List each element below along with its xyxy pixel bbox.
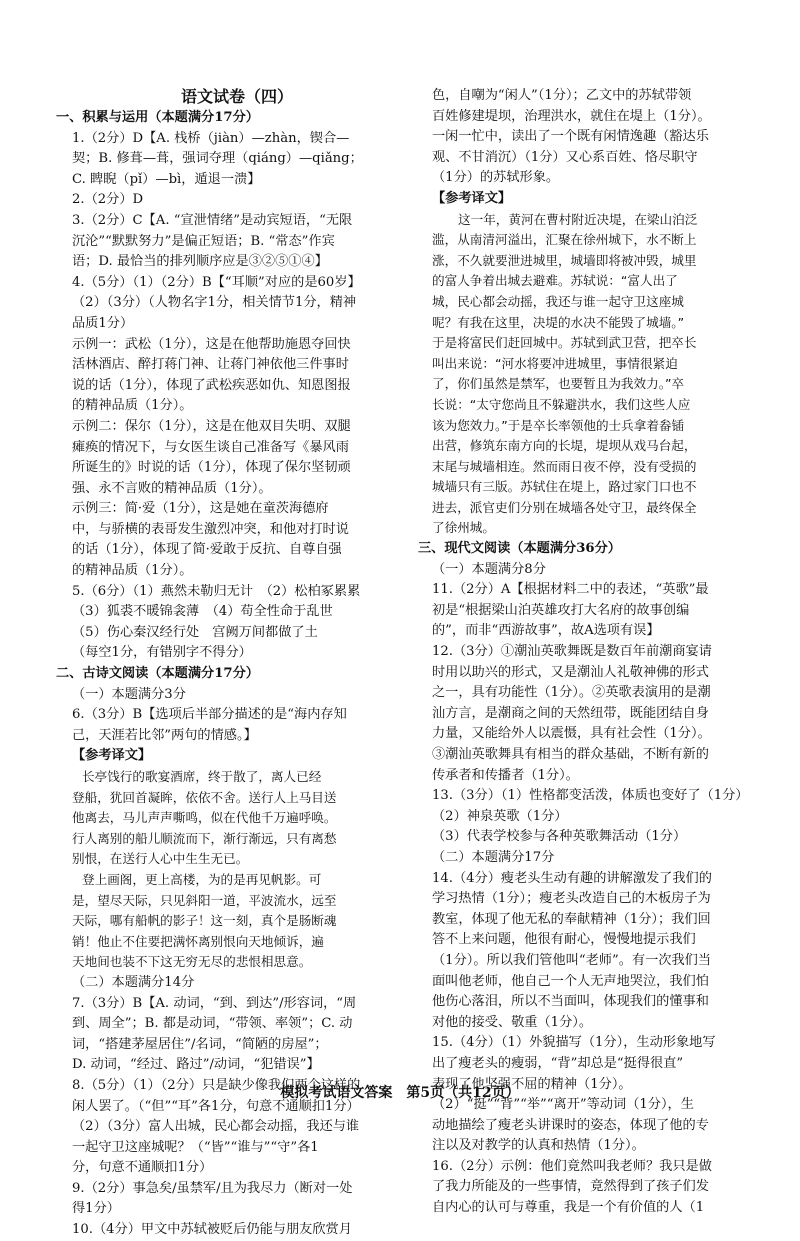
text-line: 城，民心都会动摇，我还与谁一起守卫这座城 [432, 293, 684, 309]
text-line: 契；B. 修葺—葺，强词夺理（qiáng）—qiǎng； [72, 151, 363, 167]
text-line: 对他的接受、敬重（1分）。 [432, 1014, 593, 1030]
text-line: 8.（5分）（1）（2分）只是缺少像我们两个这样的 [72, 1077, 361, 1093]
text-line: （一）本题满分3分 [72, 686, 186, 702]
text-line: 天地间也装不下这无穷无尽的悲恨相思意。 [72, 954, 312, 970]
text-line: 答不上来问题，他很有耐心，慢慢地提示我们 [432, 932, 696, 948]
text-line: 他离去，马儿声声嘶鸣，似在代他千万遍呼唤。 [72, 810, 337, 826]
text-line: 自内心的认可与尊重，我是一个有价值的人（1 [432, 1200, 705, 1216]
text-line: 强、永不言败的精神品质（1分）。 [72, 480, 272, 496]
text-line: 涨，不久就要泄进城里，城墙即将被冲毁，城里 [432, 252, 697, 268]
text-line: 二、古诗文阅读（本题满分17分） [56, 666, 259, 682]
text-line: 该为您效力。”于是卒长率领他的士兵拿着畚锸 [432, 417, 685, 433]
text-line: 己，天涯若比邻”两句的情感。】 [72, 727, 257, 743]
text-line: 进去，派官吏们分别在城墙各处守卫，最终保全 [432, 499, 697, 515]
text-line: 的精神品质（1分）。 [72, 563, 193, 579]
text-line: 汕方言，是潮商之间的天然纽带，既能团结自身 [432, 705, 709, 721]
text-line: （2）“挺”“背”“举”“离开”等动词（1分），生 [432, 1097, 694, 1113]
right-column [418, 86, 776, 1219]
text-line: 一、积累与运用（本题满分17分） [56, 110, 259, 125]
text-line: 登上画阁，更上高楼，为的是再见帆影。可 [82, 871, 322, 887]
text-line: 3.（2分）C【A. “宣泄情绪”是动宾短语，“无限 [72, 212, 353, 228]
text-line: 得1分） [72, 1201, 120, 1217]
text-line: 出了瘦老头的瘦弱，“背”却总是“挺得很直” [432, 1055, 684, 1071]
text-line: 一闲一忙中，读出了一个既有闲情逸趣（豁达乐 [432, 129, 709, 145]
text-line: 6.（3分）B【选项后半部分描述的是“海内存知 [72, 707, 347, 723]
text-line: 示例一：武松（1分），这是在他帮助施恩夺回快 [72, 336, 351, 352]
text-line: 了，你们虽然是禁军，也要暂且为我效力。”卒 [432, 376, 685, 392]
text-line: 滥，从南清河溢出，汇聚在徐州城下，水不断上 [432, 232, 697, 248]
text-line: 动地描绘了瘦老头讲课时的姿态，体现了他的专 [432, 1117, 709, 1133]
text-line: （二）本题满分17分 [432, 849, 555, 865]
text-line: 三、现代文阅读（本题满分36分） [418, 541, 621, 557]
text-line: 这一年，黄河在曹村附近决堤，在梁山泊泛 [458, 211, 698, 227]
page-footer: 模拟考试语文答案 第5页（共12页） [280, 1085, 520, 1101]
text-line: 的富人争着出城去避难。苏轼说：“富人出了 [432, 273, 678, 289]
text-line: （一）本题满分8分 [432, 561, 546, 577]
text-line: （3）代表学校参与各种英歌舞活动（1分） [432, 829, 687, 845]
text-line: 【参考译文】 [72, 748, 152, 764]
text-line: 别恨，在送行人心中生生无已。 [72, 851, 249, 867]
text-line: （2）（3分）（人物名字1分，相关情节1分，精神 [72, 295, 357, 311]
text-line: 了我力所能及的一些事情，竟然得到了孩子们发 [432, 1179, 709, 1195]
text-line: 传承者和传播者（1分）。 [432, 767, 579, 783]
text-line: 叫出来说：“河水将要冲进城里，事情很紧迫 [432, 355, 678, 371]
text-line: 力量，又能给外人以震慑，具有社会性（1分）。 [432, 726, 711, 742]
text-line: 呢？有我在这里，决堤的水决不能毁了城墙。” [432, 314, 685, 330]
text-line: 5.（6分）（1）燕然未勒归无计 （2）松柏冢累累 [72, 583, 361, 599]
text-line: 城墙只有三版。苏轼住在堤上，路过家门口也不 [432, 479, 697, 495]
text-line: 于是将富民们赶回城中。苏轼到武卫营，把卒长 [432, 335, 697, 351]
page-title: 语文试卷（四） [180, 87, 293, 106]
text-line: （1分）的苏轼形象。 [432, 170, 560, 186]
text-line: 活林酒店、醉打蒋门神、让蒋门神依他三件事时 [72, 357, 349, 373]
text-line: 12.（3分）①潮汕英歌舞既是数百年前潮商宴请 [432, 644, 712, 660]
text-line: 所诞生的》时说的话（1分），体现了保尔坚韧顽 [72, 460, 351, 476]
text-line: D. 动词，“经过、路过”/动词，“犯错误”】 [72, 1057, 320, 1073]
text-line: 13.（3分）（1）性格都变活泼，体质也变好了（1分） [432, 788, 749, 804]
text-line: 14.（4分）瘦老头生动有趣的讲解激发了我们的 [432, 870, 712, 886]
text-line: 的精神品质（1分）。 [72, 398, 193, 414]
text-line: 时用以助兴的形式，又是潮汕人礼敬神佛的形式 [432, 664, 709, 680]
text-line: 示例三：简·爱（1分），这是她在童茨海德府 [72, 501, 329, 517]
text-line: （5）伤心秦汉经行处 宫阙万间都做了土 [72, 624, 318, 640]
text-line: 色，自嘲为“闲人”（1分）；乙文中的苏轼带领 [432, 88, 692, 103]
text-line: 词，“搭建茅屋居住”/名词，“简陋的房屋”； [72, 1036, 328, 1052]
text-line: 中，与骄横的表哥发生激烈冲突，和他对打时说 [72, 521, 349, 537]
text-line: 品质1分） [72, 315, 134, 331]
text-line: （3）狐裘不暖锦衾薄 （4）苟全性命于乱世 [72, 604, 333, 620]
text-line: 的话（1分），体现了简·爱敢于反抗、自尊自强 [72, 542, 342, 558]
text-line: 闲人罢了。（“但”“耳”各1分，句意不通顺扣1分） [72, 1098, 360, 1114]
text-line: 16.（2分）示例：他们竟然叫我老师？我只是做 [432, 1158, 712, 1174]
text-line: 一起守卫这座城呢？（“皆”“谁与”“守”各1 [72, 1139, 319, 1155]
text-line: 教室，体现了他无私的奉献精神（1分）；我们回 [432, 911, 711, 927]
text-line: 分，句意不通顺扣1分） [72, 1160, 213, 1176]
text-line: 初是“根据梁山泊英雄攻打大名府的故事创编 [432, 602, 690, 618]
text-line: 表现了他坚强不屈的精神（1分）。 [432, 1076, 632, 1092]
text-line: （每空1分，有错别字不得分） [72, 645, 252, 661]
text-line: 沉沦”“默默努力”是偏正短语；B. “常态”作宾 [72, 233, 335, 249]
text-line: 出营，修筑东南方向的长堤，堤坝从戏马台起， [432, 438, 697, 454]
text-line: 行人离别的船儿顺流而下，渐行渐远，只有离愁 [72, 830, 337, 846]
text-line: 10.（4分）甲文中苏轼被贬后仍能与朋友欣赏月 [72, 1222, 352, 1238]
text-line: 4.（5分）（1）（2分）B【“耳顺”对应的是60岁】 [72, 274, 361, 290]
text-line: 学习热情（1分）；瘦老头改造自己的木板房子为 [432, 891, 711, 907]
text-line: 说的话（1分），体现了武松疾恶如仇、知恩图报 [72, 377, 351, 393]
text-line: 是，望尽天际，只见斜阳一道，平波流水，远至 [72, 892, 337, 908]
text-line: （1分）。所以我们管他叫“老师”。有一次我们当 [432, 952, 712, 968]
text-line: （2）（3分）富人出城，民心都会动摇，我还与谁 [72, 1119, 360, 1135]
text-line: 到、周全”；B. 都是动词，“带领、率领”；C. 动 [72, 1016, 353, 1032]
text-line: C. 睥睨（pǐ）—bì，遁退一溃】 [72, 171, 261, 187]
text-line: 示例二：保尔（1分），这是在他双目失明、双腿 [72, 418, 351, 434]
text-line: 【参考译文】 [432, 190, 512, 206]
text-line: 面叫他老师，他自己一个人无声地哭泣，我们怕 [432, 973, 709, 989]
text-line: 瘫痪的情况下，与女医生谈自己准备写《暴风雨 [72, 439, 349, 455]
text-line: 15.（4分）（1）外貌描写（1分），生动形象地写 [432, 1035, 716, 1051]
text-line: 注以及对教学的认真和热情（1分）。 [432, 1138, 645, 1154]
text-line: 9.（2分）事急矣/虽禁军/且为我尽力（断对一处 [72, 1180, 353, 1196]
text-line: 了徐州城。 [432, 520, 495, 536]
text-line: 登船，犹回首凝眸，依依不舍。送行人上马目送 [72, 789, 337, 805]
text-line: 天际，哪有船帆的影子！这一刻，真个是肠断魂 [72, 913, 337, 929]
text-line: 之一，具有功能性（1分）。②英歌表演用的是潮 [432, 685, 711, 701]
text-line: 他伤心落泪，所以不当面叫，体现我们的懂事和 [432, 994, 709, 1010]
text-line: 百姓修建堤坝，治理洪水，就住在堤上（1分）。 [432, 108, 711, 124]
text-line: 7.（3分）B【A. 动词，“到、到达”/形容词，“周 [72, 995, 357, 1011]
text-line: （二）本题满分14分 [72, 974, 195, 990]
text-line: 语；D. 最恰当的排列顺序应是③②⑤①④】 [72, 254, 328, 270]
text-line: ③潮汕英歌舞具有相当的群众基础，不断有新的 [432, 747, 709, 762]
text-line: 观、不甘消沉）（1分）又心系百姓、恪尽职守 [432, 149, 698, 165]
text-line: 11.（2分）A【根据材料二中的表述，“英歌”最 [432, 582, 709, 598]
text-line: （2）神泉英歌（1分） [432, 808, 568, 824]
text-line: 1.（2分）D【A. 栈桥（jiàn）—zhàn，锲合— [72, 130, 350, 146]
text-line: 的”，而非“西游故事”，故A选项有误】 [432, 623, 660, 639]
text-line: 末尾与城墙相连。然而雨日夜不停，没有受损的 [432, 458, 697, 474]
text-line: 销！他止不住要把满怀离别恨向天地倾诉，遍 [72, 933, 324, 949]
text-line: 长说：“太守您尚且不躲避洪水，我们这些人应 [432, 396, 691, 412]
left-column [56, 108, 418, 1241]
text-line: 2.（2分）D [72, 192, 144, 208]
text-line: 长亭饯行的歌宴酒席，终于散了，离人已经 [82, 769, 322, 784]
